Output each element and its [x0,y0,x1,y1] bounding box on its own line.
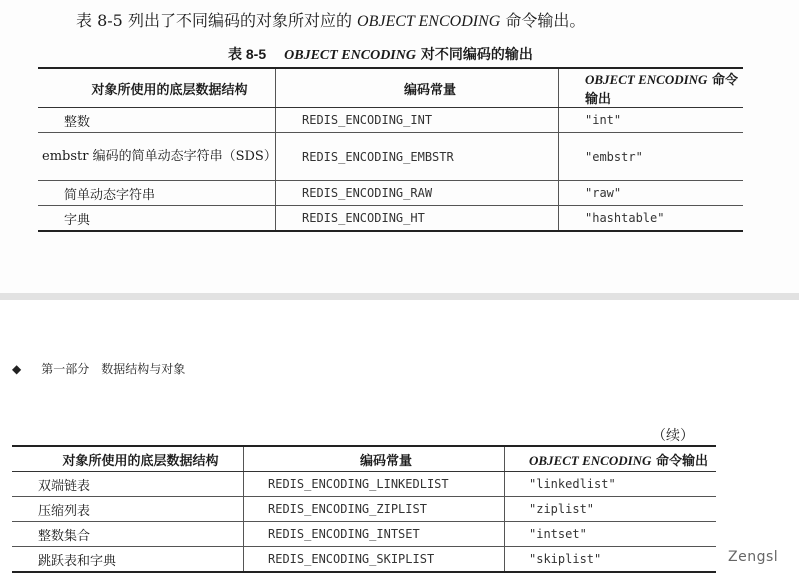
cell-constant: REDIS_ENCODING_ZIPLIST [244,497,505,522]
cell-structure: 字典 [38,206,276,232]
page-divider [0,293,799,300]
header-constant: 编码常量 [276,68,559,108]
encoding-table-continued [12,445,716,573]
table-row [38,206,743,232]
cell-output: "embstr" [559,133,744,181]
cell-constant: REDIS_ENCODING_INTSET [244,522,505,547]
watermark: Zengsl [728,549,779,565]
cell-output: "skiplist" [505,547,717,573]
cell-output: "raw" [559,181,744,206]
cell-structure: embstr 编码的简单动态字符串（SDS） [38,133,276,181]
table-header-row [12,446,716,472]
header-structure: 对象所使用的底层数据结构 [12,446,244,472]
cell-structure: 跳跃表和字典 [12,547,244,573]
table-row [12,472,716,497]
diamond-icon: ◆ [12,362,22,376]
caption-command: OBJECT ENCODING [284,48,416,63]
cell-output: "int" [559,108,744,133]
header-output [559,68,744,108]
intro-prefix: 表 8-5 列出了不同编码的对象所对应的 [76,11,358,30]
running-head-text: 第一部分 数据结构与对象 [41,362,186,376]
table-row [12,497,716,522]
cell-output: "hashtable" [559,206,744,232]
caption-suffix: 对不同编码的输出 [415,47,533,63]
table-row [38,181,743,206]
header-output-command: OBJECT ENCODING [585,72,708,87]
header-structure: 对象所使用的底层数据结构 [38,68,276,108]
cell-output: "linkedlist" [505,472,717,497]
table-header-row [38,68,743,108]
cell-output: "ziplist" [505,497,717,522]
cell-constant: REDIS_ENCODING_EMBSTR [276,133,559,181]
header-output-suffix: 命令输出 [585,73,738,107]
table-row [38,133,743,181]
intro-paragraph [76,8,585,31]
encoding-table [38,67,743,232]
table-row [12,522,716,547]
header-output-suffix: 命令输出 [651,453,708,469]
cell-structure: 压缩列表 [12,497,244,522]
cell-constant: REDIS_ENCODING_LINKEDLIST [244,472,505,497]
cell-structure: 双端链表 [12,472,244,497]
header-output-command: OBJECT ENCODING [529,452,652,468]
intro-command: OBJECT ENCODING [357,13,501,30]
table-caption [228,44,533,64]
continued-label: （续） [652,428,694,444]
header-output [505,446,717,472]
cell-structure: 整数集合 [12,522,244,547]
table-row [12,547,716,573]
cell-output: "intset" [505,522,717,547]
header-constant: 编码常量 [244,446,505,472]
cell-constant: REDIS_ENCODING_SKIPLIST [244,547,505,573]
cell-structure: 简单动态字符串 [38,181,276,206]
cell-constant: REDIS_ENCODING_INT [276,108,559,133]
caption-number: 表 8-5 [228,46,267,62]
cell-structure: 整数 [38,108,276,133]
table-row [38,108,743,133]
cell-constant: REDIS_ENCODING_HT [276,206,559,232]
intro-suffix: 命令输出。 [500,11,586,30]
running-head [0,360,185,377]
cell-constant: REDIS_ENCODING_RAW [276,181,559,206]
